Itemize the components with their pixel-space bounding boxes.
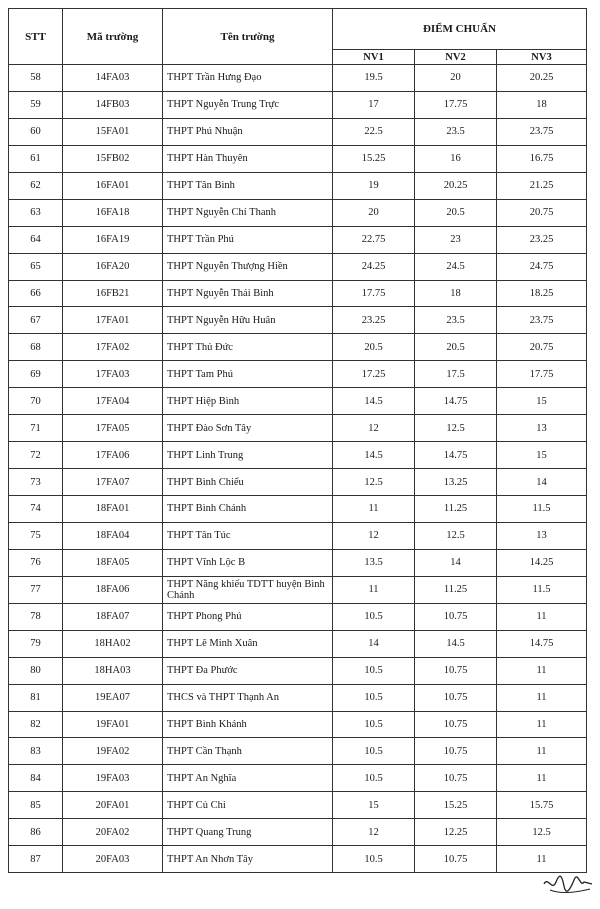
table-row (9, 711, 587, 738)
cell-school-name: THPT Hàn Thuyên (163, 145, 333, 172)
cell-nv1: 14 (333, 630, 415, 657)
cell-nv2: 11.25 (415, 576, 497, 603)
cell-nv2: 12.5 (415, 415, 497, 442)
cell-nv2: 10.75 (415, 657, 497, 684)
cell-school-code: 18FA06 (63, 576, 163, 603)
cell-stt: 86 (9, 819, 63, 846)
cell-school-name: THPT Nguyễn Hữu Huân (163, 307, 333, 334)
cell-stt: 58 (9, 65, 63, 92)
cell-stt: 80 (9, 657, 63, 684)
cell-nv3: 14.25 (497, 549, 587, 576)
table-row (9, 522, 587, 549)
cell-school-name: THPT Bình Chiểu (163, 469, 333, 496)
cell-stt: 71 (9, 415, 63, 442)
cell-nv2: 20 (415, 65, 497, 92)
table-body (9, 65, 587, 873)
cell-school-code: 18FA04 (63, 522, 163, 549)
cell-nv1: 14.5 (333, 442, 415, 469)
cell-school-code: 14FA03 (63, 65, 163, 92)
cell-school-code: 15FB02 (63, 145, 163, 172)
cell-nv1: 12.5 (333, 469, 415, 496)
cell-school-code: 17FA06 (63, 442, 163, 469)
cell-stt: 77 (9, 576, 63, 603)
cell-nv2: 10.75 (415, 603, 497, 630)
cell-stt: 66 (9, 280, 63, 307)
cell-nv2: 16 (415, 145, 497, 172)
cell-nv2: 14.5 (415, 630, 497, 657)
header-cutoff-scores: ĐIỂM CHUẨN (333, 9, 587, 50)
cell-stt: 62 (9, 172, 63, 199)
cell-nv2: 15.25 (415, 792, 497, 819)
cell-nv3: 23.75 (497, 118, 587, 145)
admission-scores-table (8, 8, 587, 873)
cell-school-name: THPT Phú Nhuận (163, 118, 333, 145)
cell-nv2: 10.75 (415, 684, 497, 711)
cell-stt: 75 (9, 522, 63, 549)
table-row (9, 738, 587, 765)
cell-nv3: 15 (497, 388, 587, 415)
table-row (9, 603, 587, 630)
cell-nv3: 11 (497, 657, 587, 684)
cell-school-name: THPT Tam Phú (163, 361, 333, 388)
table-row (9, 280, 587, 307)
cell-nv1: 19.5 (333, 65, 415, 92)
cell-school-name: THPT Quang Trung (163, 819, 333, 846)
cell-school-name: THPT Trần Hưng Đạo (163, 65, 333, 92)
cell-school-name: THPT An Nhơn Tây (163, 846, 333, 873)
cell-nv3: 15 (497, 442, 587, 469)
cell-nv1: 17 (333, 91, 415, 118)
cell-school-code: 17FA02 (63, 334, 163, 361)
cell-school-code: 18HA03 (63, 657, 163, 684)
cell-nv1: 19 (333, 172, 415, 199)
table-row (9, 496, 587, 523)
table-row (9, 199, 587, 226)
cell-school-name: THPT Cần Thạnh (163, 738, 333, 765)
cell-nv2: 12.5 (415, 522, 497, 549)
cell-nv2: 10.75 (415, 765, 497, 792)
cell-school-name: THPT Linh Trung (163, 442, 333, 469)
cell-nv1: 20.5 (333, 334, 415, 361)
table-row (9, 469, 587, 496)
cell-school-name: THPT Vĩnh Lộc B (163, 549, 333, 576)
table-row (9, 549, 587, 576)
table-row (9, 388, 587, 415)
cell-stt: 83 (9, 738, 63, 765)
cell-school-code: 18FA07 (63, 603, 163, 630)
cell-nv2: 14 (415, 549, 497, 576)
cell-stt: 67 (9, 307, 63, 334)
cell-nv1: 17.75 (333, 280, 415, 307)
cell-nv3: 11 (497, 603, 587, 630)
cell-school-code: 18FA01 (63, 496, 163, 523)
cell-stt: 76 (9, 549, 63, 576)
cell-school-code: 16FA01 (63, 172, 163, 199)
table-row (9, 415, 587, 442)
cell-nv2: 20.5 (415, 199, 497, 226)
cell-nv1: 10.5 (333, 738, 415, 765)
cell-nv3: 15.75 (497, 792, 587, 819)
table-row (9, 226, 587, 253)
table-row (9, 361, 587, 388)
cell-school-name: THPT Lê Minh Xuân (163, 630, 333, 657)
cell-nv3: 13 (497, 522, 587, 549)
table-row (9, 253, 587, 280)
cell-stt: 74 (9, 496, 63, 523)
cell-nv3: 13 (497, 415, 587, 442)
table-row (9, 657, 587, 684)
cell-stt: 72 (9, 442, 63, 469)
cell-nv3: 12.5 (497, 819, 587, 846)
cell-nv1: 22.75 (333, 226, 415, 253)
cell-school-code: 19FA03 (63, 765, 163, 792)
cell-nv1: 10.5 (333, 603, 415, 630)
cell-stt: 78 (9, 603, 63, 630)
cell-nv2: 23.5 (415, 118, 497, 145)
cell-nv3: 11 (497, 738, 587, 765)
cell-stt: 82 (9, 711, 63, 738)
cell-school-code: 17FA03 (63, 361, 163, 388)
cell-nv2: 10.75 (415, 711, 497, 738)
cell-stt: 69 (9, 361, 63, 388)
cell-school-name: THPT Bình Chánh (163, 496, 333, 523)
cell-school-code: 18FA05 (63, 549, 163, 576)
header-nv1: NV1 (333, 50, 415, 65)
cell-nv3: 18 (497, 91, 587, 118)
cell-nv1: 10.5 (333, 657, 415, 684)
cell-nv3: 11.5 (497, 576, 587, 603)
cell-nv1: 11 (333, 576, 415, 603)
cell-nv3: 11.5 (497, 496, 587, 523)
cell-nv1: 10.5 (333, 765, 415, 792)
cell-nv3: 24.75 (497, 253, 587, 280)
cell-school-name: THPT Tân Túc (163, 522, 333, 549)
cell-nv3: 18.25 (497, 280, 587, 307)
table-row (9, 819, 587, 846)
table-row (9, 118, 587, 145)
cell-school-code: 20FA03 (63, 846, 163, 873)
table-row (9, 65, 587, 92)
cell-nv3: 16.75 (497, 145, 587, 172)
cell-nv1: 10.5 (333, 711, 415, 738)
cell-stt: 79 (9, 630, 63, 657)
cell-school-name: THPT Năng khiếu TDTT huyện Bình Chánh (163, 576, 333, 603)
cell-school-name: THPT Bình Khánh (163, 711, 333, 738)
cell-nv2: 14.75 (415, 442, 497, 469)
table-row (9, 684, 587, 711)
header-school-name: Tên trường (163, 9, 333, 65)
cell-nv1: 23.25 (333, 307, 415, 334)
cell-school-name: THPT Đa Phước (163, 657, 333, 684)
cell-stt: 64 (9, 226, 63, 253)
cell-school-code: 17FA05 (63, 415, 163, 442)
table-row (9, 307, 587, 334)
cell-school-code: 17FA07 (63, 469, 163, 496)
cell-school-name: THPT Tân Bình (163, 172, 333, 199)
cell-school-code: 20FA02 (63, 819, 163, 846)
cell-stt: 59 (9, 91, 63, 118)
cell-nv2: 10.75 (415, 846, 497, 873)
cell-nv3: 11 (497, 846, 587, 873)
signature-mark (542, 872, 594, 896)
cell-nv1: 15 (333, 792, 415, 819)
cell-school-name: THPT Phong Phú (163, 603, 333, 630)
cell-nv2: 12.25 (415, 819, 497, 846)
cell-nv3: 23.75 (497, 307, 587, 334)
cell-school-name: THPT An Nghĩa (163, 765, 333, 792)
cell-nv1: 15.25 (333, 145, 415, 172)
cell-school-name: THPT Nguyễn Trung Trực (163, 91, 333, 118)
cell-nv2: 11.25 (415, 496, 497, 523)
cell-nv2: 20.25 (415, 172, 497, 199)
cell-nv3: 11 (497, 684, 587, 711)
cell-stt: 84 (9, 765, 63, 792)
cell-nv1: 12 (333, 522, 415, 549)
cell-nv2: 13.25 (415, 469, 497, 496)
cell-school-code: 18HA02 (63, 630, 163, 657)
cell-nv1: 24.25 (333, 253, 415, 280)
table-row (9, 442, 587, 469)
cell-nv1: 10.5 (333, 684, 415, 711)
cell-stt: 60 (9, 118, 63, 145)
table-row (9, 630, 587, 657)
cell-school-code: 20FA01 (63, 792, 163, 819)
cell-school-code: 17FA01 (63, 307, 163, 334)
cell-nv2: 20.5 (415, 334, 497, 361)
cell-school-name: THPT Đào Sơn Tây (163, 415, 333, 442)
cell-nv1: 14.5 (333, 388, 415, 415)
table-row (9, 846, 587, 873)
cell-nv1: 22.5 (333, 118, 415, 145)
cell-nv3: 14.75 (497, 630, 587, 657)
cell-nv2: 23.5 (415, 307, 497, 334)
cell-school-name: THPT Hiệp Bình (163, 388, 333, 415)
cell-stt: 81 (9, 684, 63, 711)
table-row (9, 334, 587, 361)
cell-nv3: 11 (497, 765, 587, 792)
table-row (9, 765, 587, 792)
cell-nv3: 17.75 (497, 361, 587, 388)
cell-school-name: THPT Nguyễn Thái Bình (163, 280, 333, 307)
cell-school-code: 19FA01 (63, 711, 163, 738)
header-nv2: NV2 (415, 50, 497, 65)
cell-nv1: 20 (333, 199, 415, 226)
cell-nv3: 11 (497, 711, 587, 738)
cell-stt: 87 (9, 846, 63, 873)
cell-school-name: THPT Nguyễn Thượng Hiền (163, 253, 333, 280)
cell-nv1: 11 (333, 496, 415, 523)
cell-nv2: 23 (415, 226, 497, 253)
cell-school-code: 14FB03 (63, 91, 163, 118)
cell-nv1: 17.25 (333, 361, 415, 388)
cell-nv2: 10.75 (415, 738, 497, 765)
cell-school-name: THPT Nguyễn Chí Thanh (163, 199, 333, 226)
cell-school-code: 16FB21 (63, 280, 163, 307)
cell-stt: 85 (9, 792, 63, 819)
table-row (9, 576, 587, 603)
cell-school-code: 16FA20 (63, 253, 163, 280)
cell-nv3: 20.25 (497, 65, 587, 92)
cell-stt: 68 (9, 334, 63, 361)
cell-nv3: 21.25 (497, 172, 587, 199)
header-stt: STT (9, 9, 63, 65)
cell-nv1: 12 (333, 819, 415, 846)
cell-school-code: 15FA01 (63, 118, 163, 145)
cell-stt: 65 (9, 253, 63, 280)
cell-nv2: 17.5 (415, 361, 497, 388)
cell-school-name: THPT Trần Phú (163, 226, 333, 253)
header-nv3: NV3 (497, 50, 587, 65)
cell-school-code: 19FA02 (63, 738, 163, 765)
table-row (9, 91, 587, 118)
cell-nv2: 17.75 (415, 91, 497, 118)
table-row (9, 792, 587, 819)
cell-stt: 61 (9, 145, 63, 172)
cell-school-code: 16FA18 (63, 199, 163, 226)
cell-nv3: 20.75 (497, 334, 587, 361)
cell-nv2: 18 (415, 280, 497, 307)
cell-nv2: 24.5 (415, 253, 497, 280)
cell-school-code: 19EA07 (63, 684, 163, 711)
cell-school-code: 16FA19 (63, 226, 163, 253)
cell-school-name: THPT Thủ Đức (163, 334, 333, 361)
cell-nv1: 12 (333, 415, 415, 442)
cell-nv3: 14 (497, 469, 587, 496)
cell-nv3: 20.75 (497, 199, 587, 226)
cell-stt: 73 (9, 469, 63, 496)
cell-school-name: THCS và THPT Thạnh An (163, 684, 333, 711)
cell-stt: 70 (9, 388, 63, 415)
table-row (9, 145, 587, 172)
cell-school-code: 17FA04 (63, 388, 163, 415)
header-school-code: Mã trường (63, 9, 163, 65)
cell-nv1: 13.5 (333, 549, 415, 576)
cell-nv3: 23.25 (497, 226, 587, 253)
cell-school-name: THPT Củ Chi (163, 792, 333, 819)
cell-nv2: 14.75 (415, 388, 497, 415)
cell-stt: 63 (9, 199, 63, 226)
table-row (9, 172, 587, 199)
cell-nv1: 10.5 (333, 846, 415, 873)
